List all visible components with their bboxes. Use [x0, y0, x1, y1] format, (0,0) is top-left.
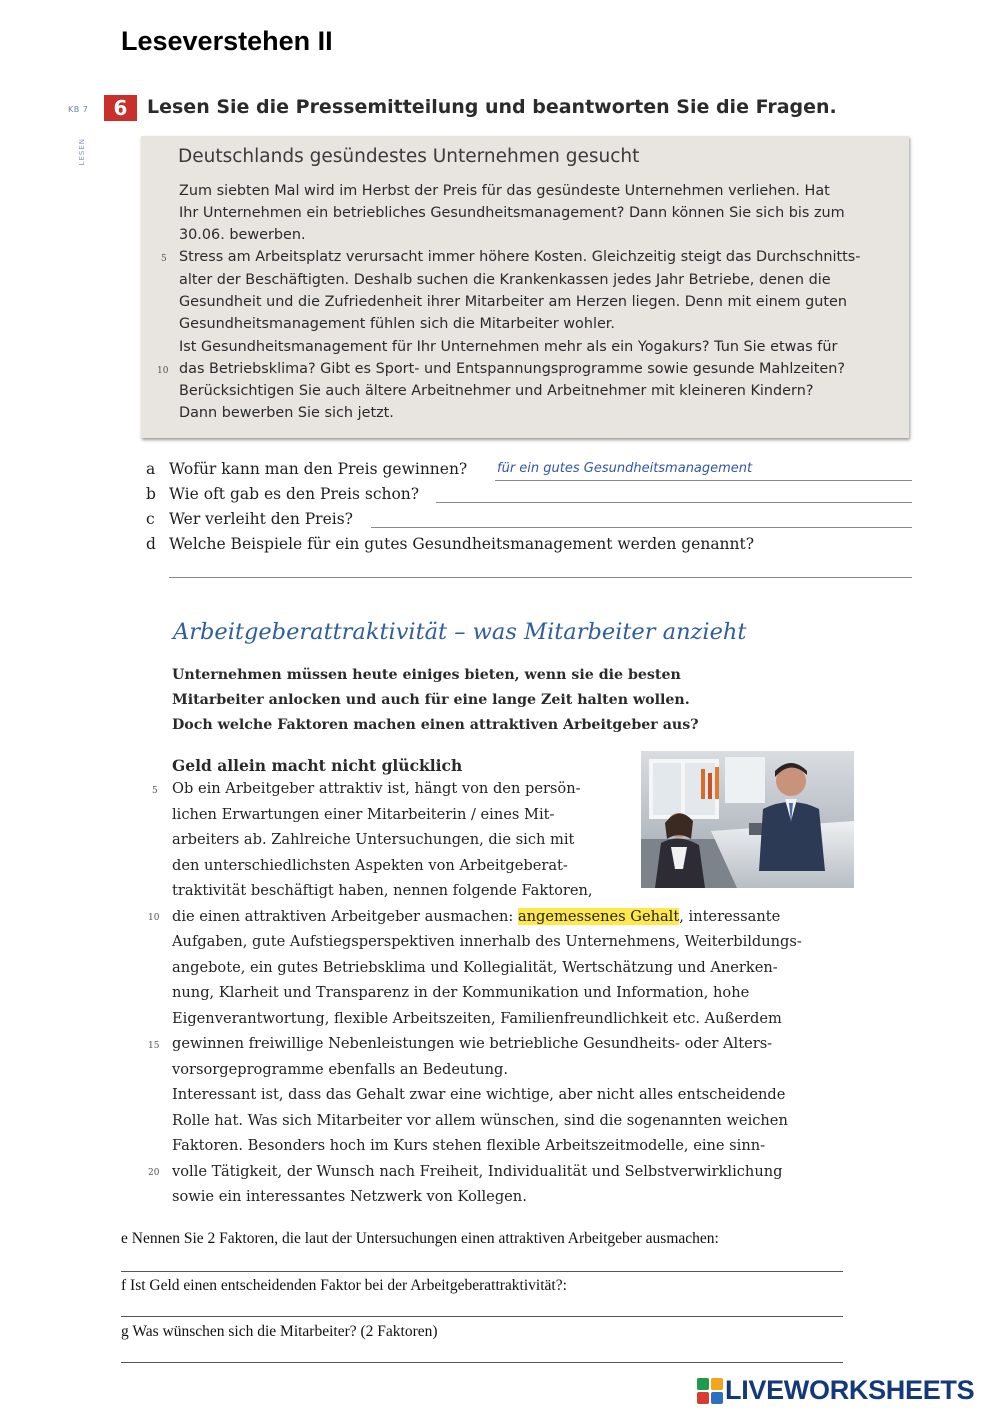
- article-line: volle Tätigkeit, der Wunsch nach Freiheit, Individualität und Selbstverwirklichung: [172, 1163, 783, 1180]
- article-line-tail: , interessante: [679, 908, 781, 925]
- press-line: Dann bewerben Sie sich jetzt.: [179, 405, 394, 421]
- task-f: f Ist Geld einen entscheidenden Faktor bei der Arbeitgeberattraktivität?:: [121, 1277, 567, 1294]
- article-line: Eigenverantwortung, flexible Arbeitszeiten, Familienfreundlichkeit etc. Außerdem: [172, 1010, 782, 1027]
- article-line-start: die einen attraktiven Arbeitgeber ausmachen:: [172, 908, 518, 925]
- answer-line-d[interactable]: [169, 577, 912, 578]
- highlight-angemessenes-gehalt: angemessenes Gehalt: [517, 908, 680, 925]
- page-title: Leseverstehen II: [121, 26, 333, 56]
- question-letter: b: [146, 485, 156, 503]
- article-line-with-highlight: [172, 908, 780, 925]
- answer-line-b[interactable]: [436, 502, 912, 503]
- exercise-instruction: Lesen Sie die Pressemitteilung und beantworten Sie die Fragen.: [147, 96, 837, 118]
- answer-line-f[interactable]: [121, 1316, 843, 1317]
- line-number: 5: [152, 786, 158, 796]
- liveworksheets-logo-text: LIVEWORKSHEETS: [725, 1375, 975, 1405]
- press-line: Ist Gesundheitsmanagement für Ihr Unternehmen mehr als ein Yogakurs? Tun Sie etwas für: [179, 339, 838, 355]
- question-letter: a: [146, 460, 156, 478]
- answer-line-c[interactable]: [371, 527, 912, 528]
- task-e: e Nennen Sie 2 Faktoren, die laut der Untersuchungen einen attraktiven Arbeitgeber ausmachen:: [121, 1230, 719, 1247]
- press-line: Ihr Unternehmen ein betriebliches Gesundheitsmanagement? Dann können Sie sich bis zum: [179, 205, 845, 221]
- exercise-number-badge: 6: [104, 95, 137, 121]
- question-letter: c: [146, 510, 155, 528]
- line-number: 5: [161, 254, 167, 264]
- press-line: Zum siebten Mal wird im Herbst der Preis für das gesündeste Unternehmen verliehen. Hat: [179, 183, 830, 199]
- article-intro-line: Mitarbeiter anlocken und auch für eine lange Zeit halten wollen.: [172, 692, 690, 708]
- answer-line-e[interactable]: [121, 1271, 843, 1272]
- article-title: Arbeitgeberattraktivität – was Mitarbeiter anzieht: [173, 619, 747, 645]
- line-number: 10: [148, 913, 160, 923]
- article-intro-line: Unternehmen müssen heute einiges bieten, wenn sie die besten: [172, 667, 681, 683]
- question-d-text: Welche Beispiele für ein gutes Gesundheitsmanagement werden genannt?: [169, 535, 755, 553]
- question-a-answer[interactable]: für ein gutes Gesundheitsmanagement: [497, 461, 753, 476]
- press-line: Stress am Arbeitsplatz verursacht immer höhere Kosten. Gleichzeitig steigt das Durchschnitts-: [179, 249, 861, 265]
- question-a-text: Wofür kann man den Preis gewinnen?: [169, 460, 468, 478]
- article-line: den unterschiedlichsten Aspekten von Arbeitgeberat-: [172, 857, 568, 874]
- article-line: gewinnen freiwillige Nebenleistungen wie betriebliche Gesundheits- oder Alters-: [172, 1035, 773, 1052]
- article-line: angebote, ein gutes Betriebsklima und Kollegialität, Wertschätzung und Anerken-: [172, 959, 778, 976]
- section-side-label: LESEN: [78, 138, 86, 166]
- article-subheading: Geld allein macht nicht glücklich: [172, 756, 463, 775]
- article-line: nung, Klarheit und Transparenz in der Kommunikation und Information, hohe: [172, 984, 750, 1001]
- article-line: Faktoren. Besonders hoch im Kurs stehen flexible Arbeitszeitmodelle, eine sinn-: [172, 1137, 766, 1154]
- article-line: traktivität beschäftigt haben, nennen folgende Faktoren,: [172, 882, 593, 899]
- question-letter: d: [146, 535, 156, 553]
- task-g: g Was wünschen sich die Mitarbeiter? (2 Faktoren): [121, 1323, 438, 1340]
- office-photo: [641, 751, 854, 888]
- article-line: vorsorgeprogramme ebenfalls an Bedeutung.: [172, 1061, 509, 1078]
- article-line: Interessant ist, dass das Gehalt zwar eine wichtige, aber nicht alles entscheidende: [172, 1086, 786, 1103]
- article-line: Aufgaben, gute Aufstiegsperspektiven innerhalb des Unternehmens, Weiterbildungs-: [172, 933, 802, 950]
- article-line: lichen Erwartungen einer Mitarbeiterin / eines Mit-: [172, 806, 555, 823]
- press-line: Gesundheitsmanagement fühlen sich die Mitarbeiter wohler.: [179, 316, 615, 332]
- article-line: Rolle hat. Was sich Mitarbeiter vor allem wünschen, sind die sogenannten weichen: [172, 1112, 788, 1129]
- article-intro-line: Doch welche Faktoren machen einen attraktiven Arbeitgeber aus?: [172, 717, 699, 733]
- article-line: sowie ein interessantes Netzwerk von Kollegen.: [172, 1188, 527, 1205]
- line-number: 10: [157, 366, 169, 376]
- question-b-text: Wie oft gab es den Preis schon?: [169, 485, 420, 503]
- article-line: arbeiters ab. Zahlreiche Untersuchungen, die sich mit: [172, 831, 575, 848]
- press-line: Gesundheit und die Zufriedenheit ihrer Mitarbeiter am Herzen liegen. Denn mit einem guten: [179, 294, 848, 310]
- liveworksheets-logo: [697, 1375, 975, 1405]
- line-number: 15: [148, 1041, 160, 1051]
- press-line: alter der Beschäftigten. Deshalb suchen die Krankenkassen jedes Jahr Betriebe, denen die: [179, 272, 831, 288]
- line-number: 20: [148, 1168, 160, 1178]
- press-release-title: Deutschlands gesündestes Unternehmen gesucht: [178, 146, 640, 167]
- answer-line-g[interactable]: [121, 1362, 843, 1363]
- press-line: Berücksichtigen Sie auch ältere Arbeitnehmer und Arbeitnehmer mit kleineren Kindern?: [179, 383, 814, 399]
- press-line: 30.06. bewerben.: [179, 227, 306, 243]
- liveworksheets-logo-icon: [697, 1378, 723, 1404]
- answer-line-a[interactable]: [495, 480, 912, 481]
- article-line: Ob ein Arbeitgeber attraktiv ist, hängt von den persön-: [172, 780, 581, 797]
- kb-label: KB 7: [68, 105, 89, 114]
- question-c-text: Wer verleiht den Preis?: [169, 510, 353, 528]
- press-line: das Betriebsklima? Gibt es Sport- und Entspannungsprogramme sowie gesunde Mahlzeiten?: [179, 361, 846, 377]
